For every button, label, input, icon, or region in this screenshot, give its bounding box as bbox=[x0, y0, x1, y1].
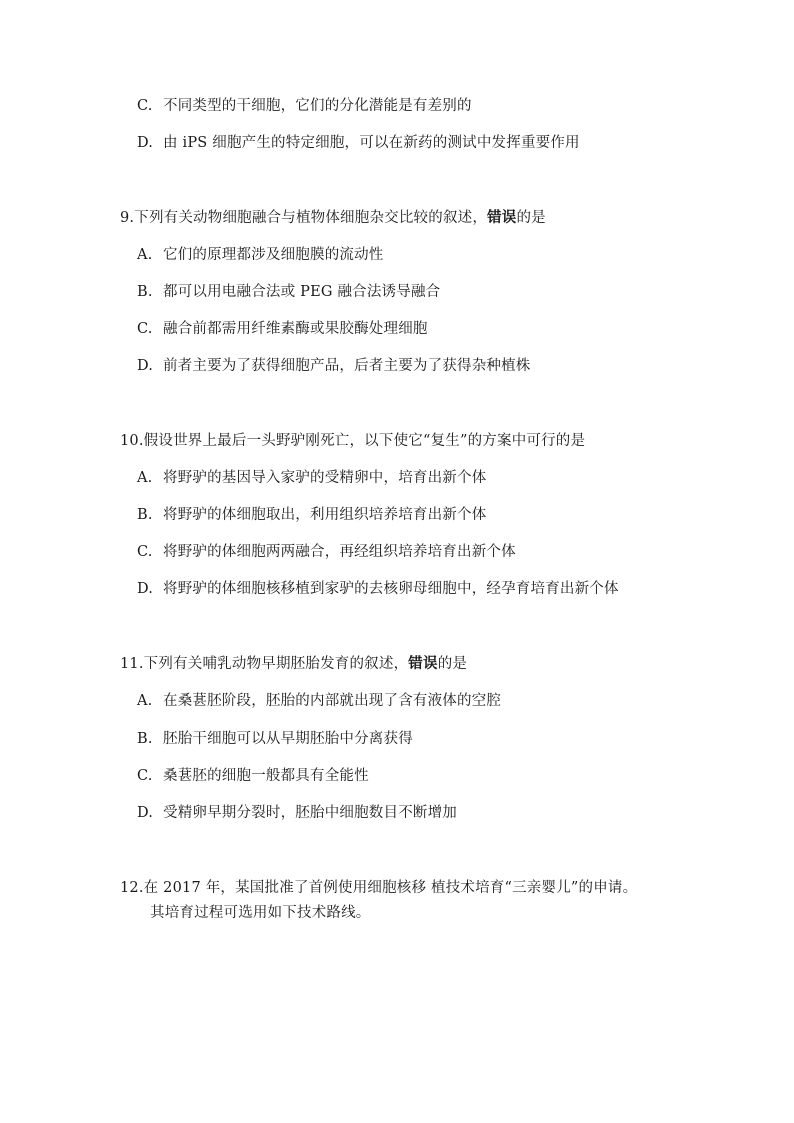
q10-option-d bbox=[137, 579, 619, 599]
q9-option-d bbox=[137, 356, 531, 376]
q11-option-c bbox=[137, 766, 369, 786]
option-letter: C. bbox=[137, 321, 153, 337]
stem-text: 假设世界上最后一头野驴刚死亡，以下使它“复生”的方案中可行的是 bbox=[143, 433, 586, 449]
option-text: 将野驴的体细胞取出，利用组织培养培育出新个体 bbox=[163, 507, 487, 523]
option-letter: B. bbox=[137, 284, 153, 300]
q9-option-c bbox=[137, 319, 428, 339]
q11-option-d bbox=[137, 803, 457, 823]
q9-stem bbox=[120, 208, 546, 228]
option-text: 受精卵早期分裂时，胚胎中细胞数目不断增加 bbox=[163, 805, 457, 821]
q8-option-d bbox=[137, 133, 580, 153]
option-letter: D. bbox=[137, 358, 154, 374]
q11-option-a bbox=[137, 691, 501, 711]
stem-emphasis: 错误 bbox=[487, 209, 517, 226]
q10-stem bbox=[120, 431, 585, 451]
stem-text: 在 2017 年，某国批准了首例使用细胞核移 植技术培育“三亲婴儿”的申请。 bbox=[143, 880, 638, 896]
stem-text: 下列有关动物细胞融合与植物体细胞杂交比较的叙述， bbox=[134, 210, 488, 226]
option-letter: D. bbox=[137, 135, 154, 151]
option-letter: D. bbox=[137, 805, 154, 821]
question-number: 11. bbox=[120, 656, 144, 672]
q12-stem-line1 bbox=[120, 878, 637, 898]
stem-emphasis: 错误 bbox=[408, 655, 438, 672]
q10-option-b bbox=[137, 505, 486, 525]
option-letter: A. bbox=[137, 470, 153, 486]
option-text: 都可以用电融合法或 PEG 融合法诱导融合 bbox=[163, 284, 441, 300]
option-letter: A. bbox=[137, 247, 153, 263]
option-text: 融合前都需用纤维素酶或果胶酶处理细胞 bbox=[163, 321, 428, 337]
stem-text-end: 的是 bbox=[516, 210, 546, 226]
option-letter: C. bbox=[137, 544, 153, 560]
option-text: 胚胎干细胞可以从早期胚胎中分离获得 bbox=[163, 731, 413, 747]
option-letter: B. bbox=[137, 731, 153, 747]
question-number: 10. bbox=[120, 433, 144, 449]
q8-option-c bbox=[137, 96, 472, 116]
option-letter: B. bbox=[137, 507, 153, 523]
option-letter: D. bbox=[137, 581, 154, 597]
question-number: 12. bbox=[120, 880, 144, 896]
option-letter: C. bbox=[137, 98, 153, 114]
option-text: 不同类型的干细胞，它们的分化潜能是有差别的 bbox=[163, 98, 472, 114]
option-letter: C. bbox=[137, 768, 153, 784]
option-text: 在桑葚胚阶段，胚胎的内部就出现了含有液体的空腔 bbox=[163, 693, 502, 709]
option-text: 它们的原理都涉及细胞膜的流动性 bbox=[163, 247, 384, 263]
q9-option-b bbox=[137, 282, 440, 302]
option-text: 桑葚胚的细胞一般都具有全能性 bbox=[163, 768, 369, 784]
q9-option-a bbox=[137, 245, 384, 265]
stem-text: 其培育过程可选用如下技术路线。 bbox=[150, 905, 371, 921]
option-letter: A. bbox=[137, 693, 153, 709]
stem-text-end: 的是 bbox=[437, 656, 468, 672]
stem-text: 下列有关哺乳动物早期胚胎发育的叙述， bbox=[143, 656, 409, 672]
option-text: 由 iPS 细胞产生的特定细胞，可以在新药的测试中发挥重要作用 bbox=[163, 135, 580, 151]
q11-option-b bbox=[137, 729, 413, 749]
option-text: 前者主要为了获得细胞产品，后者主要为了获得杂种植株 bbox=[163, 358, 531, 374]
q10-option-a bbox=[137, 468, 486, 488]
question-number: 9. bbox=[120, 210, 135, 226]
option-text: 将野驴的体细胞两两融合，再经组织培养培育出新个体 bbox=[163, 544, 516, 560]
option-text: 将野驴的体细胞核移植到家驴的去核卵母细胞中，经孕育培育出新个体 bbox=[163, 581, 619, 597]
q10-option-c bbox=[137, 542, 516, 562]
q11-stem bbox=[120, 654, 467, 674]
q12-stem-line2 bbox=[150, 903, 371, 923]
option-text: 将野驴的基因导入家驴的受精卵中，培育出新个体 bbox=[163, 470, 487, 486]
